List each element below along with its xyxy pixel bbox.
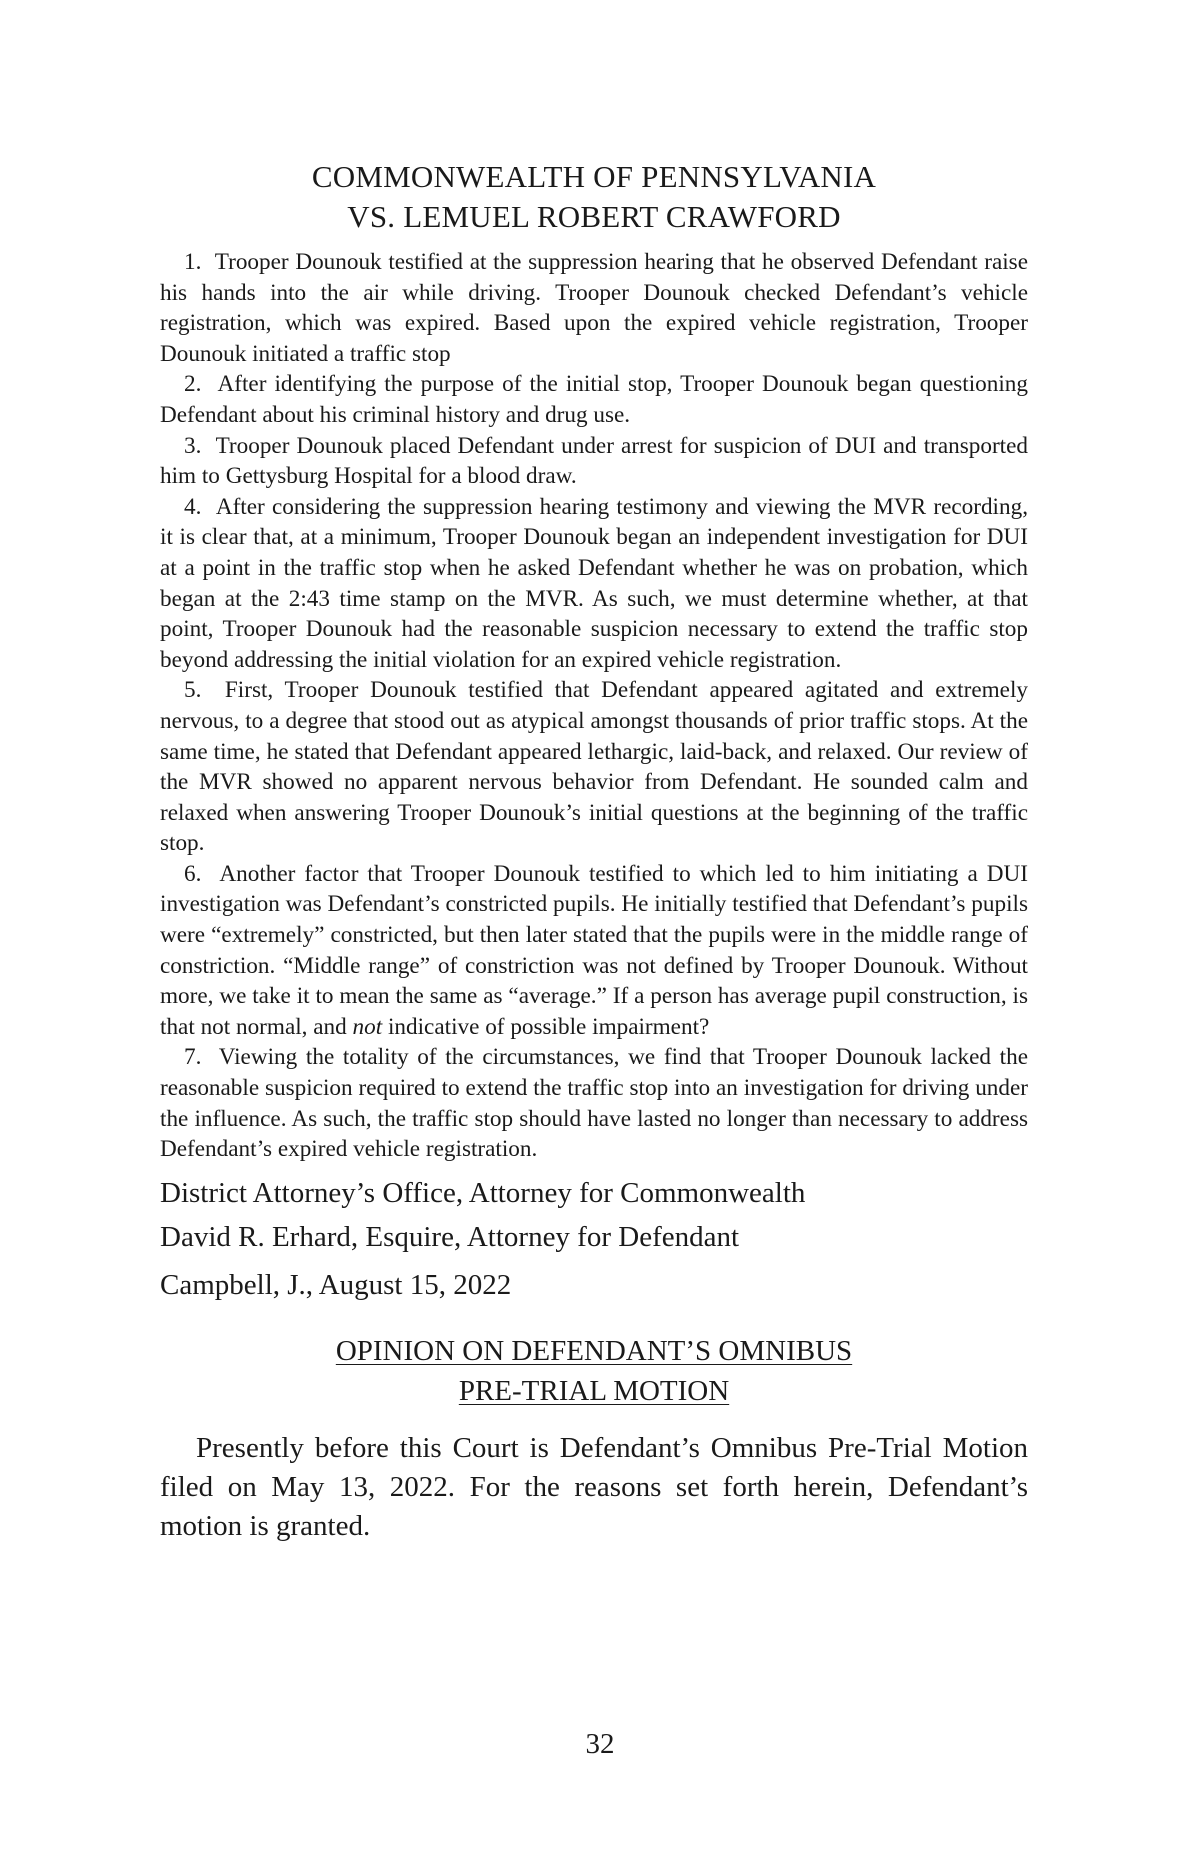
headnotes: [160, 247, 1028, 1165]
headnote-6-emphasis: not: [352, 1013, 383, 1040]
headnote-7: 7. Viewing the totality of the circumstances, we find that Trooper Dounouk lacked the reasonable suspicion required to extend the traffic stop into an investigation for driving under the influence. As such, the traffic stop should have lasted no longer than necessary to address Defendant’s expired vehicle registration.: [160, 1044, 1028, 1163]
caption-line-2: VS. LEMUEL ROBERT CRAWFORD: [347, 199, 841, 234]
headnote-6: [160, 859, 1028, 1043]
headnote-1: 1. Trooper Dounouk testified at the suppression hearing that he observed Defendant raise his hands into the air while driving. Trooper Dounouk checked Defendant’s vehicle registration, which was expired. Based upon the expired vehicle registration, Trooper Dounouk initiated a traffic stop: [160, 249, 1028, 367]
headnote-6-text: 6. Another factor that Trooper Dounouk testified to which led to him initiating a DUI investigation was Defendant’s constricted pupils. He initially testified that Defendant’s pupils were “extremely” constricted, but then later stated that the pupils were in the middle range of constriction. “Middle range” of constriction was not defined by Trooper Dounouk. Without more, we take it to mean the same as “average.” If a person has average pupil construction, is that not normal, and: [160, 860, 1028, 1040]
opinion-paragraph: Presently before this Court is Defendant’s Omnibus Pre-Trial Motion filed on May 13, 2022. For the reasons set forth herein, Defendant’s motion is granted.: [160, 1431, 1028, 1542]
caption-line-1: COMMONWEALTH OF PENNSYLVANIA: [311, 159, 877, 194]
headnote-3: 3. Trooper Dounouk placed Defendant under arrest for suspicion of DUI and transported him to Gettysburg Hospital for a blood draw.: [160, 432, 1028, 490]
opinion-title-line-2: PRE-TRIAL MOTION: [458, 1374, 730, 1407]
headnote-2: 2. After identifying the purpose of the initial stop, Trooper Dounouk began questioning Defendant about his criminal history and drug use.: [160, 371, 1028, 428]
opinion-title: [160, 1331, 1028, 1411]
judge-and-date: Campbell, J., August 15, 2022: [160, 1268, 512, 1301]
case-caption: [160, 157, 1028, 237]
opinion-body: [160, 1429, 1028, 1546]
commonwealth-counsel: District Attorney’s Office, Attorney for Commonwealth: [160, 1176, 806, 1209]
headnote-5: 5. First, Trooper Dounouk testified that Defendant appeared agitated and extremely nervous, to a degree that stood out as atypical amongst thousands of prior traffic stops. At the same time, he stated that Defendant appeared lethargic, laid-back, and relaxed. Our review of the MVR showed no apparent nervous behavior from Defendant. He sounded calm and relaxed when answering Trooper Dounouk’s initial questions at the beginning of the traffic stop.: [160, 677, 1028, 857]
opinion-title-line-1: OPINION ON DEFENDANT’S OMNIBUS: [335, 1334, 853, 1367]
counsel-block: [160, 1171, 1028, 1307]
defense-counsel: David R. Erhard, Esquire, Attorney for Defendant: [160, 1220, 740, 1253]
headnote-6-text-end: indicative of possible impairment?: [382, 1013, 710, 1040]
page-number: 32: [585, 1728, 615, 1760]
document-page: [160, 157, 1028, 1546]
headnote-4: 4. After considering the suppression hearing testimony and viewing the MVR recording, it is clear that, at a minimum, Trooper Dounouk began an independent investigation for DUI at a point in the traffic stop when he asked Defendant whether he was on probation, which began at the 2:43 time stamp on the MVR. As such, we must determine whether, at that point, Trooper Dounouk had the reasonable suspicion necessary to extend the traffic stop beyond addressing the initial violation for an expired vehicle registration.: [160, 493, 1028, 673]
